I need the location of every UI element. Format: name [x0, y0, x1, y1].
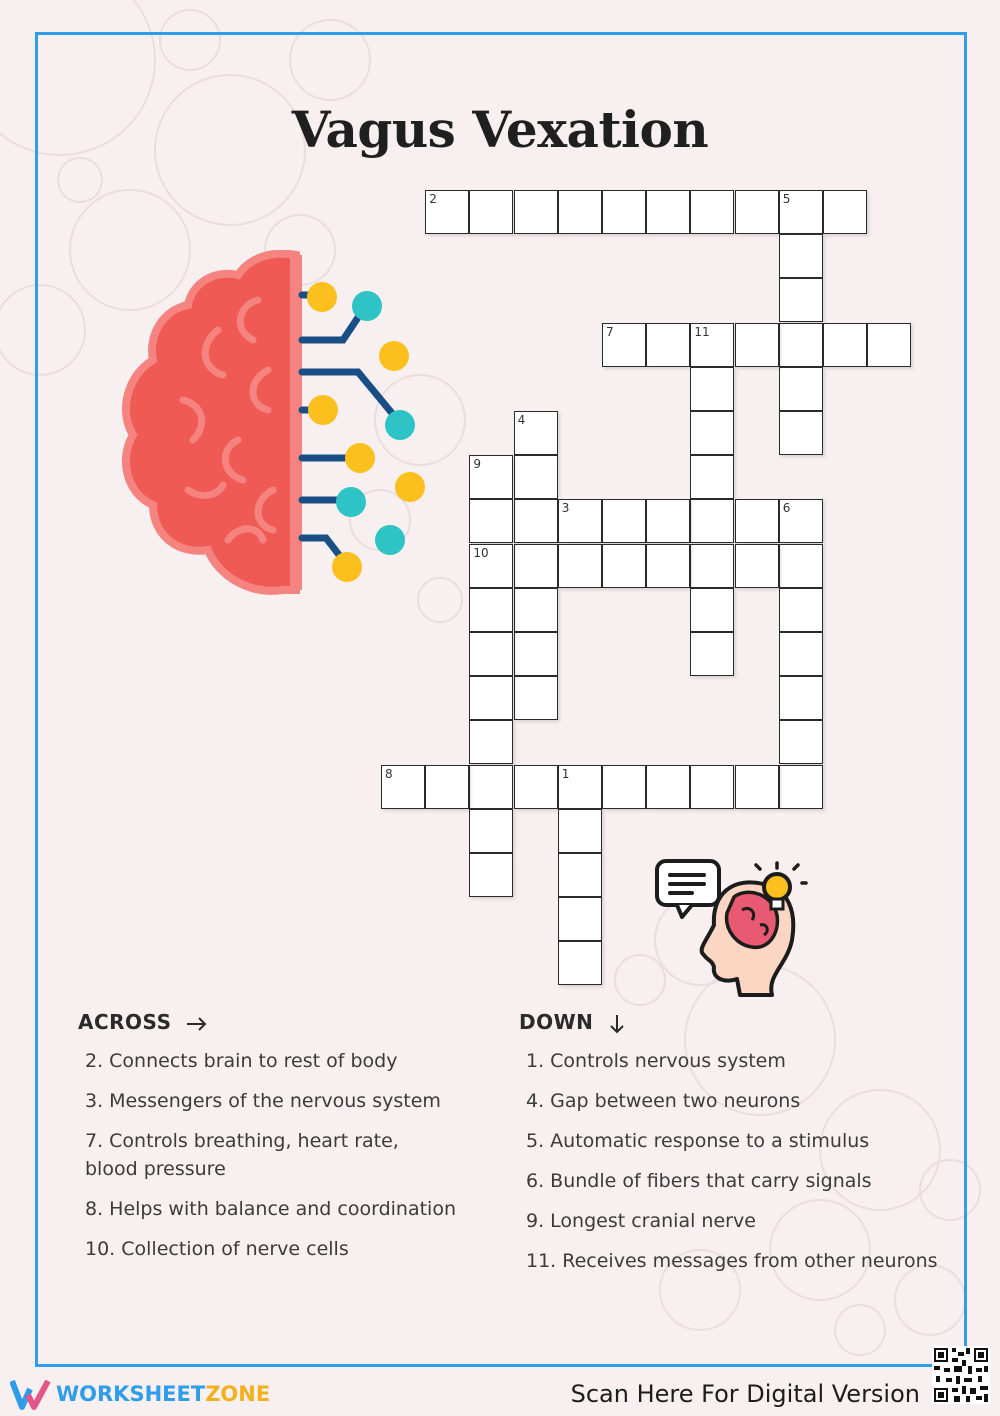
clue-number: 1	[561, 766, 570, 781]
crossword-cell[interactable]	[735, 323, 779, 367]
worksheet-zone-logo[interactable]	[10, 1376, 270, 1412]
crossword-cell[interactable]	[690, 632, 734, 676]
w-logo-icon	[10, 1377, 52, 1411]
crossword-cell[interactable]	[425, 190, 469, 234]
crossword-cell[interactable]	[823, 323, 867, 367]
crossword-cell[interactable]	[735, 544, 779, 588]
crossword-cell[interactable]	[867, 323, 911, 367]
crossword-cell[interactable]	[514, 632, 558, 676]
crossword-cell[interactable]	[690, 588, 734, 632]
crossword-cell[interactable]	[469, 720, 513, 764]
crossword-cell[interactable]	[779, 765, 823, 809]
clue-number: 2	[429, 192, 437, 206]
arrow-down-icon	[609, 1013, 625, 1035]
crossword-cell[interactable]	[425, 765, 469, 809]
crossword-cell[interactable]	[690, 544, 734, 588]
crossword-cell[interactable]	[469, 765, 513, 809]
across-clue-list	[85, 1047, 485, 1275]
crossword-cell[interactable]	[690, 367, 734, 411]
crossword-cell[interactable]	[779, 411, 823, 455]
crossword-cell[interactable]	[602, 765, 646, 809]
scan-instruction: Scan Here For Digital Version	[570, 1380, 920, 1408]
down-clue: 1. Controls nervous system	[526, 1050, 786, 1072]
crossword-cell[interactable]	[602, 544, 646, 588]
clue-number: 5	[782, 192, 791, 206]
crossword-cell[interactable]	[646, 323, 690, 367]
qr-code-icon[interactable]	[932, 1346, 990, 1404]
brand-name-part1: WORKSHEET	[56, 1382, 206, 1406]
crossword-cell[interactable]	[779, 544, 823, 588]
crossword-cell[interactable]	[690, 190, 734, 234]
crossword-cell[interactable]	[779, 588, 823, 632]
crossword-cell[interactable]	[646, 765, 690, 809]
clue-number: 3	[561, 501, 570, 516]
down-clue: 5. Automatic response to a stimulus	[526, 1130, 870, 1152]
crossword-cell[interactable]	[469, 455, 513, 499]
crossword-cell[interactable]	[514, 411, 558, 455]
clue-number: 9	[473, 457, 482, 472]
down-clue: 11. Receives messages from other neurons	[526, 1250, 938, 1272]
crossword-cell[interactable]	[558, 765, 602, 809]
page-title: Vagus Vexation	[291, 100, 709, 159]
down-clue-list	[526, 1047, 946, 1287]
across-clue: 8. Helps with balance and coordination	[85, 1198, 456, 1220]
crossword-cell[interactable]	[779, 278, 823, 322]
crossword-cell[interactable]	[469, 544, 513, 588]
crossword-cell[interactable]	[779, 367, 823, 411]
down-clue: 6. Bundle of fibers that carry signals	[526, 1170, 872, 1192]
crossword-cell[interactable]	[558, 499, 602, 543]
across-clue: 10. Collection of nerve cells	[85, 1238, 349, 1260]
clue-number: 10	[473, 545, 489, 560]
down-clue: 4. Gap between two neurons	[526, 1090, 801, 1112]
crossword-cell[interactable]	[646, 190, 690, 234]
clue-number: 11	[694, 324, 710, 339]
crossword-cell[interactable]	[602, 190, 646, 234]
crossword-cell[interactable]	[602, 323, 646, 367]
crossword-cell[interactable]	[690, 323, 734, 367]
crossword-cell[interactable]	[514, 676, 558, 720]
crossword-cell[interactable]	[690, 499, 734, 543]
crossword-cell[interactable]	[514, 190, 558, 234]
crossword-cell[interactable]	[558, 544, 602, 588]
crossword-cell[interactable]	[381, 765, 425, 809]
crossword-cell[interactable]	[690, 455, 734, 499]
crossword-cell[interactable]	[823, 190, 867, 234]
crossword-cell[interactable]	[779, 234, 823, 278]
crossword-cell[interactable]	[469, 588, 513, 632]
crossword-cell[interactable]	[514, 765, 558, 809]
crossword-cell[interactable]	[558, 941, 602, 985]
crossword-cell[interactable]	[514, 455, 558, 499]
crossword-cell[interactable]	[690, 765, 734, 809]
down-heading: DOWN	[519, 1010, 625, 1035]
crossword-cell[interactable]	[646, 499, 690, 543]
crossword-cell[interactable]	[514, 588, 558, 632]
crossword-cell[interactable]	[469, 676, 513, 720]
crossword-cell[interactable]	[690, 411, 734, 455]
across-clue: 7. Controls breathing, heart rate, blood pressure	[85, 1130, 399, 1180]
crossword-cell[interactable]	[469, 809, 513, 853]
crossword-cell[interactable]	[514, 544, 558, 588]
crossword-cell[interactable]	[558, 809, 602, 853]
crossword-cell[interactable]	[646, 544, 690, 588]
across-clue: 2. Connects brain to rest of body	[85, 1050, 398, 1072]
clue-number: 6	[782, 501, 791, 516]
crossword-cell[interactable]	[779, 323, 823, 367]
crossword-cell[interactable]	[735, 765, 779, 809]
clue-number: 8	[385, 766, 393, 781]
crossword-cell[interactable]	[558, 853, 602, 897]
crossword-cell[interactable]	[779, 190, 823, 234]
crossword-cell[interactable]	[779, 499, 823, 543]
crossword-cell[interactable]	[469, 499, 513, 543]
crossword-cell[interactable]	[602, 499, 646, 543]
down-clue: 9. Longest cranial nerve	[526, 1210, 756, 1232]
arrow-right-icon	[185, 1016, 209, 1032]
crossword-cell[interactable]	[469, 853, 513, 897]
crossword-cell[interactable]	[779, 632, 823, 676]
clue-number: 7	[606, 324, 614, 339]
across-heading: ACROSS	[78, 1010, 209, 1034]
crossword-cell[interactable]	[558, 897, 602, 941]
crossword-cell[interactable]	[735, 499, 779, 543]
brand-name-part2: ZONE	[205, 1382, 271, 1406]
across-clue: 3. Messengers of the nervous system	[85, 1090, 441, 1112]
crossword-cell[interactable]	[779, 676, 823, 720]
crossword-cell[interactable]	[558, 190, 602, 234]
clue-number: 4	[517, 413, 526, 427]
crossword-cell[interactable]	[779, 720, 823, 764]
crossword-cell[interactable]	[514, 499, 558, 543]
crossword-cell[interactable]	[735, 190, 779, 234]
crossword-cell[interactable]	[469, 190, 513, 234]
crossword-cell[interactable]	[469, 632, 513, 676]
